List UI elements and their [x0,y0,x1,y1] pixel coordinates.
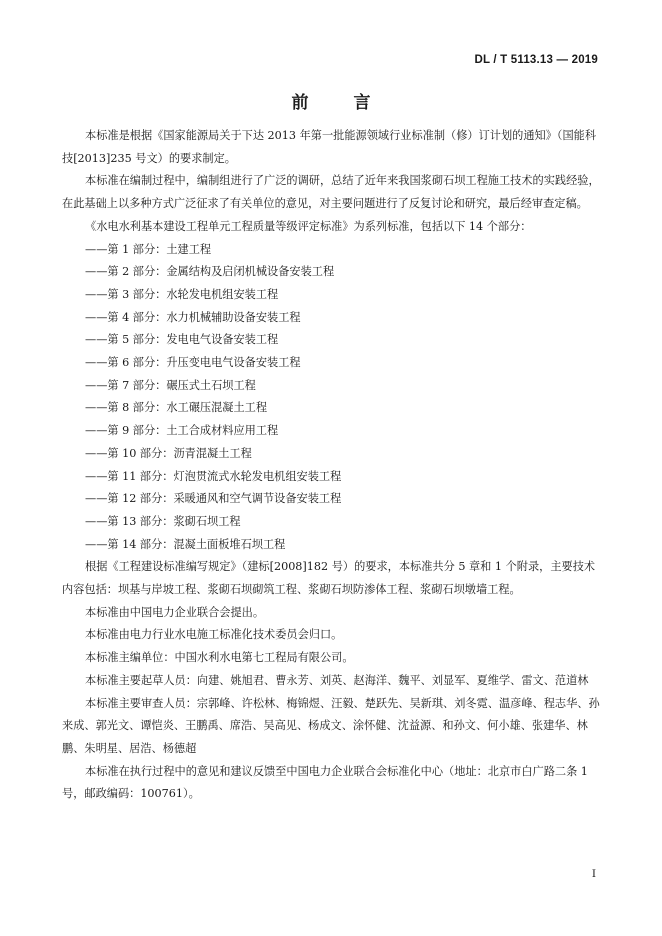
list-item: ——第 7 部分：碾压式土石坝工程 [85,378,256,392]
list-item: ——第 9 部分：土工合成材料应用工程 [85,424,279,438]
paragraph-contents: 根据《工程建设标准编写规定》（建标[2008]182 号）的要求，本标准共分 5 章和 1 个附录，主要技术内容包括：坝基与岸坡工程、浆砌石坝砌筑工程、浆砌石坝防渗体工程、浆砌石坝墩墙工程。 [62,560,596,597]
paragraph-series-intro: 《水电水利基本建设工程单元工程质量等级评定标准》为系列标准，包括以下 14 个部分： [85,219,532,233]
standard-code: DL / T 5113.13 — 2019 [474,54,598,66]
paragraph-chief-unit: 本标准主编单位：中国水利水电第七工程局有限公司。 [85,651,354,665]
document-body [62,125,606,806]
list-item: ——第 6 部分：升压变电电气设备安装工程 [85,356,301,370]
paragraph-compilation: 本标准在编制过程中，编制组进行了广泛的调研，总结了近年来我国浆砌石坝工程施工技术的实践经验，在此基础上以多种方式广泛征求了有关单位的意见，对主要问题进行了反复讨论和研究，最后经审查定稿。 [62,174,600,211]
paragraph-proposer: 本标准由中国电力企业联合会提出。 [85,605,265,619]
list-item: ——第 13 部分：浆砌石坝工程 [85,514,241,528]
list-item: ——第 11 部分：灯泡贯流式水轮发电机组安装工程 [85,469,342,483]
paragraph-reviewers: 本标准主要审查人员：宗郭峰、许松林、梅锦煜、汪毅、楚跃先、吴新琪、刘冬霓、温彦峰、程志华、孙来成、郭光文、谭恺炎、王鹏禹、席浩、吴高见、杨成文、涂怀健、沈益源、和孙文、何小雄、张建华、林鹏、朱明星、居浩、杨德超 [62,696,600,755]
paragraph-basis: 本标准是根据《国家能源局关于下达 2013 年第一批能源领域行业标准制（修）订计划的通知》（国能科技[2013]235 号文）的要求制定。 [62,129,597,165]
paragraph-feedback: 本标准在执行过程中的意见和建议反馈至中国电力企业联合会标准化中心（地址：北京市白广路二条 1 号，邮政编码：100761）。 [62,764,588,801]
page-title: 前 言 [291,93,385,113]
list-item: ——第 8 部分：水工碾压混凝土工程 [85,401,268,415]
list-item: ——第 4 部分：水力机械辅助设备安装工程 [85,310,301,324]
list-item: ——第 3 部分：水轮发电机组安装工程 [85,287,279,301]
paragraph-drafters: 本标准主要起草人员：向建、姚旭君、曹永芳、刘英、赵海洋、魏平、刘显军、夏维学、雷文、范道林 [85,673,589,687]
list-item: ——第 12 部分：采暖通风和空气调节设备安装工程 [85,492,342,506]
list-item: ——第 14 部分：混凝土面板堆石坝工程 [85,537,286,551]
page-number: I [591,868,596,880]
paragraph-administrator: 本标准由电力行业水电施工标准化技术委员会归口。 [85,628,343,642]
list-item: ——第 2 部分：金属结构及启闭机械设备安装工程 [85,265,335,279]
list-item: ——第 5 部分：发电电气设备安装工程 [85,333,279,347]
list-item: ——第 10 部分：沥青混凝土工程 [85,446,252,460]
list-item: ——第 1 部分：土建工程 [85,242,212,256]
parts-list [62,239,606,557]
